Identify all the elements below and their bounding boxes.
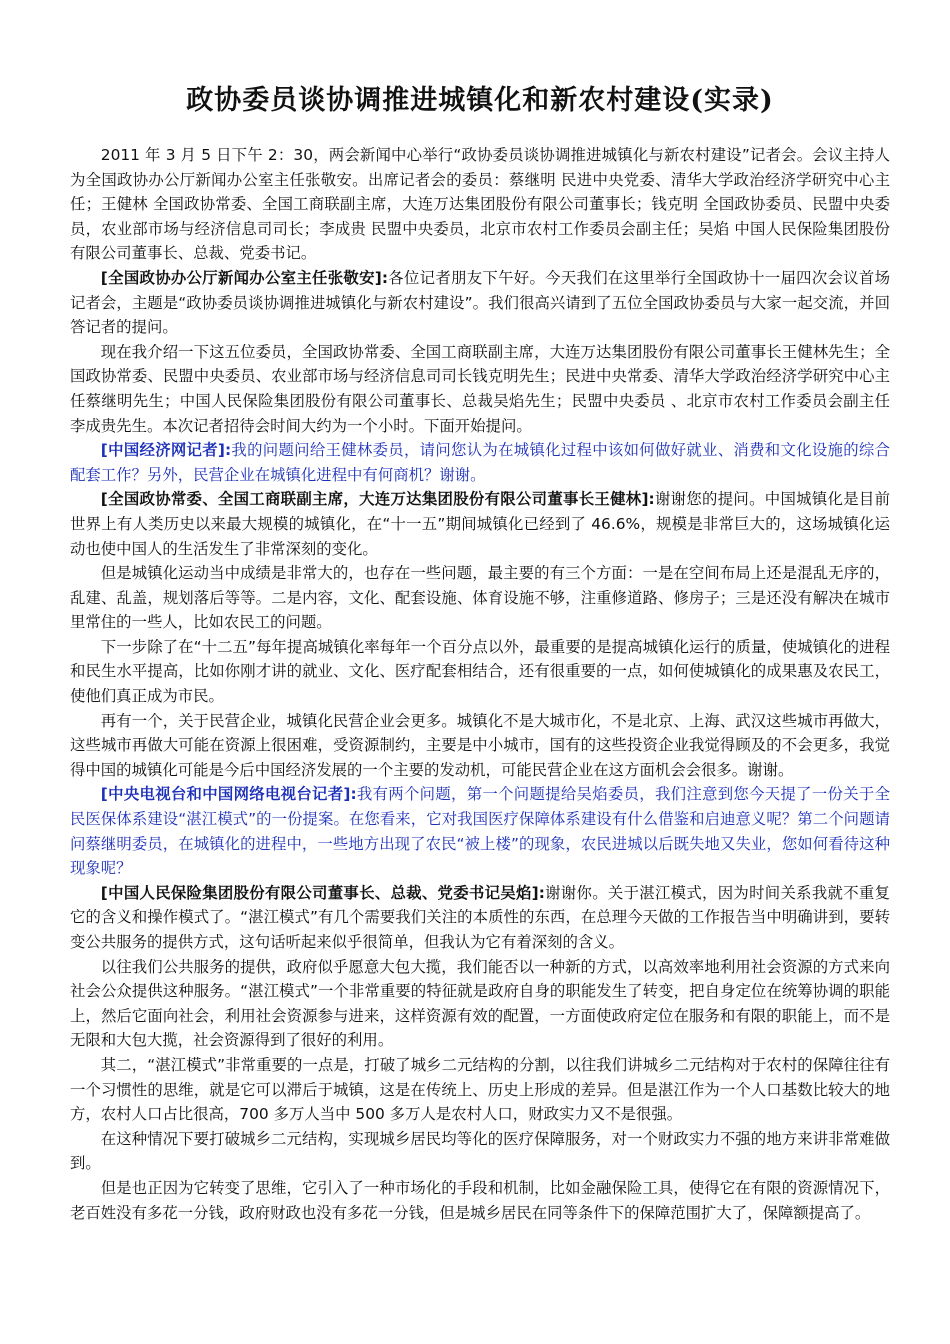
- body-paragraph: [70, 266, 890, 340]
- paragraph-text: 但是也正因为它转变了思维，它引入了一种市场化的手段和机制，比如金融保险工具，使得它在有限的资源情况下，老百姓没有多花一分钱，政府财政也没有多花一分钱，但是城乡居民在同等条件下的保障范围扩大了，保障额提高了。: [70, 1178, 890, 1222]
- paragraph-text: 在这种情况下要打破城乡二元结构，实现城乡居民均等化的医疗保障服务，对一个财政实力不强的地方来讲非常难做到。: [70, 1129, 890, 1173]
- body-paragraph: [70, 709, 890, 783]
- question-paragraph: [70, 438, 890, 487]
- speaker-label: [全国政协办公厅新闻办公室主任张敬安]:: [100, 268, 388, 287]
- paragraph-text: 我有两个问题，第一个问题提给吴焰委员，我们注意到您今天提了一份关于全民医保体系建设“湛江模式”的一份提案。在您看来，它对我国医疗保障体系建设有什么借鉴和启迪意义呢？第二个问题请问蔡继明委员，在城镇化的进程中，一些地方出现了农民“被上楼”的现象，农民进城以后既失地又失业，您如何看待这种现象呢？: [70, 785, 890, 878]
- document-title: 政协委员谈协调推进城镇化和新农村建设(实录): [186, 85, 774, 116]
- paragraph-text: 谢谢你。关于湛江模式，因为时间关系我就不重复它的含义和操作模式了。“湛江模式”有几个需要我们关注的本质性的东西，在总理今天做的工作报告当中明确讲到，要转变公共服务的提供方式，这句话听起来似乎很简单，但我认为它有着深刻的含义。: [70, 883, 890, 951]
- body-paragraph: [70, 1176, 890, 1225]
- body-paragraph: [70, 143, 890, 266]
- body-paragraph: [70, 561, 890, 635]
- speaker-label: [中国人民保险集团股份有限公司董事长、总裁、党委书记吴焰]:: [100, 883, 545, 902]
- question-paragraph: [70, 782, 890, 880]
- body-paragraph: [70, 881, 890, 955]
- paragraph-text: 以往我们公共服务的提供，政府似乎愿意大包大揽，我们能否以一种新的方式，以高效率地利用社会资源的方式来向社会公众提供这种服务。“湛江模式”一个非常重要的特征就是政府自身的职能发生了转变，把自身定位在统筹协调的职能上，然后它面向社会，利用社会资源参与进来，这样资源有效的配置，一方面使政府定位在服务和有限的职能上，而不是无限和大包大揽，社会资源得到了很好的利用。: [70, 957, 890, 1050]
- paragraph-text: 但是城镇化运动当中成绩是非常大的，也存在一些问题，最主要的有三个方面：一是在空间布局上还是混乱无序的，乱建、乱盖，规划落后等等。二是内容，文化、配套设施、体育设施不够，注重修道路、修房子；三是还没有解决在城市里常住的一些人，比如农民工的问题。: [70, 564, 890, 632]
- paragraph-text: 各位记者朋友下午好。今天我们在这里举行全国政协十一届四次会议首场记者会，主题是“政协委员谈协调推进城镇化与新农村建设”。我们很高兴请到了五位全国政协委员与大家一起交流，并回答记者的提问。: [70, 268, 890, 337]
- paragraph-text: 下一步除了在“十二五”每年提高城镇化率每年一个百分点以外，最重要的是提高城镇化运行的质量，使城镇化的进程和民生水平提高，比如你刚才讲的就业、文化、医疗配套相结合，还有很重要的一点，如何使城镇化的成果惠及农民工，使他们真正成为市民。: [70, 637, 890, 706]
- speaker-label: [全国政协常委、全国工商联副主席，大连万达集团股份有限公司董事长王健林]:: [100, 490, 655, 509]
- body-paragraph: [70, 487, 890, 561]
- document-body: [70, 143, 890, 1225]
- paragraph-text: 现在我介绍一下这五位委员，全国政协常委、全国工商联副主席，大连万达集团股份有限公司董事长王健林先生；全国政协常委、民盟中央委员、农业部市场与经济信息司司长钱克明先生；民进中央常委、清华大学政治经济学研究中心主任蔡继明先生；中国人民保险集团股份有限公司董事长、总裁吴焰先生；民盟中央委员 、北京市农村工作委员会副主任李成贵先生。本次记者招待会时间大约为一个小时。下面开始提问。: [70, 342, 890, 435]
- body-paragraph: [70, 1127, 890, 1176]
- speaker-label: [中国经济网记者]:: [100, 441, 232, 460]
- paragraph-text: 谢谢您的提问。中国城镇化是目前世界上有人类历史以来最大规模的城镇化，在“十一五”期间城镇化已经到了 46.6%，规模是非常巨大的，这场城镇化运动也使中国人的生活发生了非常深刻的变化。: [70, 490, 890, 558]
- body-paragraph: [70, 1053, 890, 1127]
- body-paragraph: [70, 340, 890, 438]
- paragraph-text: 再有一个，关于民营企业，城镇化民营企业会更多。城镇化不是大城市化，不是北京、上海、武汉这些城市再做大，这些城市再做大可能在资源上很困难，受资源制约，主要是中小城市，国有的这些投资企业我觉得顾及的不会更多，我觉得中国的城镇化可能是今后中国经济发展的一个主要的发动机，可能民营企业在这方面机会会很多。谢谢。: [70, 711, 890, 779]
- body-paragraph: [70, 955, 890, 1053]
- paragraph-text: 2011 年 3 月 5 日下午 2：30，两会新闻中心举行“政协委员谈协调推进城镇化与新农村建设”记者会。会议主持人为全国政协办公厅新闻办公室主任张敬安。出席记者会的委员：蔡继明 民进中央党委、清华大学政治经济学研究中心主任；王健林 全国政协常委、全国工商联副主席，大连万达集团股份有限公司董事长；钱克明 全国政协委员、民盟中央委员，农业部市场与经济信息司司长；李成贵 民盟中央委员，北京市农村工作委员会副主任；吴焰 中国人民保险集团股份有限公司董事长、总裁、党委书记。: [70, 146, 890, 263]
- speaker-label: [中央电视台和中国网络电视台记者]:: [100, 785, 357, 804]
- paragraph-text: 我的问题问给王健林委员，请问您认为在城镇化过程中该如何做好就业、消费和文化设施的综合配套工作？另外，民营企业在城镇化进程中有何商机？谢谢。: [70, 441, 890, 484]
- body-paragraph: [70, 635, 890, 709]
- paragraph-text: 其二，“湛江模式”非常重要的一点是，打破了城乡二元结构的分割，以往我们讲城乡二元结构对于农村的保障往往有一个习惯性的思维，就是它可以滞后于城镇，这是在传统上、历史上形成的差异。但是湛江作为一个人口基数比较大的地方，农村人口占比很高，700 多万人当中 500 多万人是农村人口，财政实力又不是很强。: [70, 1055, 890, 1124]
